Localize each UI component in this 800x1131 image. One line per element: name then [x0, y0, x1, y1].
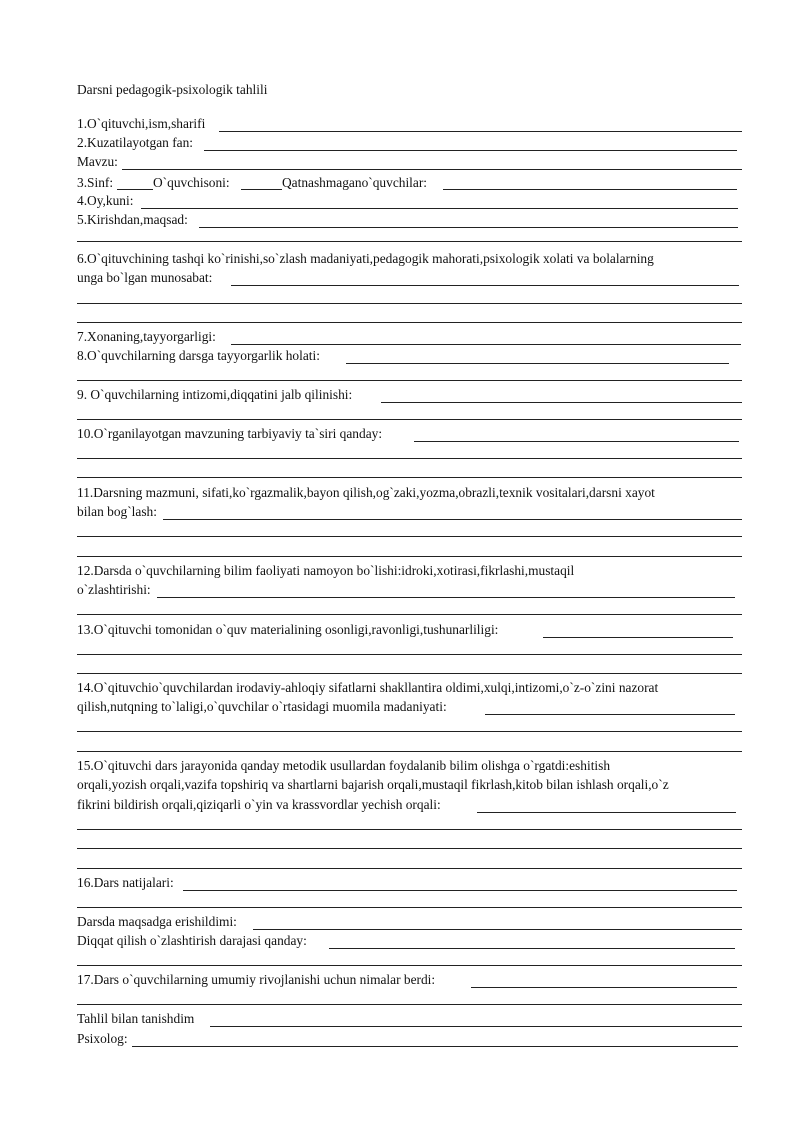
field-subject	[77, 133, 737, 153]
label-goal-achieved: Darsda maqsadga erishildimi:	[77, 914, 237, 929]
blank-discipline[interactable]	[381, 402, 742, 403]
label-topic: Mavzu:	[77, 154, 118, 169]
blank-introduction-goal[interactable]	[199, 227, 738, 228]
blank-line[interactable]	[77, 477, 742, 478]
blank-development[interactable]	[471, 987, 737, 988]
blank-line[interactable]	[77, 731, 742, 732]
field-date	[77, 191, 738, 211]
field-introduction-goal	[77, 210, 738, 230]
blank-line[interactable]	[77, 829, 742, 830]
blank-cognitive-activity[interactable]	[157, 597, 735, 598]
field-student-preparation	[77, 346, 729, 366]
label-development: 17.Dars o`quvchilarning umumiy rivojlanishi uchun nimalar berdi:	[77, 972, 436, 987]
label-cognitive-activity: o`zlashtirishi:	[77, 582, 151, 597]
label-subject: 2.Kuzatilayotgan fan:	[77, 135, 194, 150]
blank-class[interactable]	[117, 189, 153, 190]
q11-text: 11.Darsning mazmuni, sifati,ko`rgazmalik,bayon qilish,og`zaki,yozma,obrazli,texnik vositalari,darsni xayot	[77, 485, 655, 500]
label-class: 3.Sinf:	[77, 174, 114, 190]
field-moral-qualities	[77, 697, 735, 717]
blank-teacher-name[interactable]	[219, 131, 742, 132]
field-development	[77, 970, 737, 990]
label-student-count: O`quvchisoni:	[153, 174, 230, 190]
label-discipline: 9. O`quvchilarning intizomi,diqqatini jalb qilinishi:	[77, 387, 353, 402]
blank-line[interactable]	[77, 965, 742, 966]
q15-text-line1: 15.O`qituvchi dars jarayonida qanday metodik usullardan foydalanib bilim olishga o`rgatdi:eshitish	[77, 758, 611, 773]
label-educational-impact: 10.O`rganilayotgan mavzuning tarbiyaviy ta`siri qanday:	[77, 426, 383, 441]
q14-text: 14.O`qituvchio`quvchilardan irodaviy-ahloqiy sifatlarni shakllantira oldimi,xulqi,intizomi,o`z-o`zini nazorat	[77, 680, 659, 695]
blank-line[interactable]	[77, 673, 742, 674]
blank-review-acknowledged[interactable]	[210, 1026, 742, 1027]
label-methods: fikrini bildirish orqali,qiziqarli o`yin va krassvordlar yechish orqali:	[77, 797, 441, 812]
blank-methods[interactable]	[477, 812, 736, 813]
blank-line[interactable]	[77, 1004, 742, 1005]
field-lesson-results	[77, 873, 737, 893]
q6-text: 6.O`qituvchining tashqi ko`rinishi,so`zlash madaniyati,pedagogik mahorati,psixologik xolati va bolalarning	[77, 251, 654, 266]
label-absent-students: Qatnashmagano`quvchilar:	[282, 174, 428, 190]
blank-student-preparation[interactable]	[346, 363, 729, 364]
blank-line[interactable]	[77, 419, 742, 420]
label-review-acknowledged: Tahlil bilan tanishdim	[77, 1011, 195, 1026]
blank-line[interactable]	[77, 868, 742, 869]
label-room-preparation: 7.Xonaning,tayyorgarligi:	[77, 329, 216, 344]
form-title: Darsni pedagogik-psixologik tahlili	[77, 82, 268, 97]
label-date: 4.Oy,kuni:	[77, 193, 134, 208]
field-educational-impact	[77, 424, 739, 444]
blank-student-count[interactable]	[241, 189, 282, 190]
blank-attention-level[interactable]	[329, 948, 735, 949]
blank-psychologist[interactable]	[132, 1046, 738, 1047]
q15-text-line2: orqali,yozish orqali,vazifa topshiriq va shartlarni bajarish orqali,mustaqil fikrlash,kitob bilan ishlash orqali,o`z	[77, 777, 669, 792]
field-discipline	[77, 385, 742, 405]
field-topic	[77, 152, 742, 172]
label-teacher-appearance: unga bo`lgan munosabat:	[77, 270, 213, 285]
blank-room-preparation[interactable]	[231, 344, 741, 345]
blank-line[interactable]	[77, 848, 742, 849]
blank-line[interactable]	[77, 907, 742, 908]
label-lesson-content: bilan bog`lash:	[77, 504, 157, 519]
blank-educational-impact[interactable]	[414, 441, 739, 442]
blank-lesson-content[interactable]	[163, 519, 742, 520]
field-material-clarity	[77, 620, 733, 640]
field-goal-achieved	[77, 912, 742, 932]
label-teacher-name: 1.O`qituvchi,ism,sharifi	[77, 116, 206, 131]
field-attention-level	[77, 931, 735, 951]
label-material-clarity: 13.O`qituvchi tomonidan o`quv materialining osonligi,ravonligi,tushunarliligi:	[77, 622, 499, 637]
blank-line[interactable]	[77, 614, 742, 615]
field-class-info	[77, 172, 737, 192]
blank-line[interactable]	[77, 458, 742, 459]
blank-line[interactable]	[77, 751, 742, 752]
field-psychologist	[77, 1029, 738, 1049]
blank-line[interactable]	[77, 303, 742, 304]
blank-line[interactable]	[77, 380, 742, 381]
blank-line[interactable]	[77, 322, 742, 323]
field-cognitive-activity	[77, 580, 735, 600]
field-methods	[77, 795, 736, 815]
blank-line[interactable]	[77, 241, 742, 242]
field-lesson-content	[77, 502, 742, 522]
blank-topic[interactable]	[122, 169, 742, 170]
label-psychologist: Psixolog:	[77, 1031, 128, 1046]
field-teacher-name	[77, 114, 742, 134]
blank-line[interactable]	[77, 556, 742, 557]
label-moral-qualities: qilish,nutqning to`laligi,o`quvchilar o`rtasidagi muomila madaniyati:	[77, 699, 447, 714]
label-introduction-goal: 5.Kirishdan,maqsad:	[77, 212, 188, 227]
blank-line[interactable]	[77, 654, 742, 655]
blank-absent-students[interactable]	[443, 189, 737, 190]
field-teacher-appearance	[77, 268, 739, 288]
blank-teacher-appearance[interactable]	[231, 285, 739, 286]
blank-material-clarity[interactable]	[543, 637, 733, 638]
q12-text: 12.Darsda o`quvchilarning bilim faoliyati namoyon bo`lishi:idroki,xotirasi,fikrlashi,mustaqil	[77, 563, 575, 578]
label-lesson-results: 16.Dars natijalari:	[77, 875, 174, 890]
field-room-preparation	[77, 327, 741, 347]
blank-line[interactable]	[77, 536, 742, 537]
label-attention-level: Diqqat qilish o`zlashtirish darajasi qanday:	[77, 933, 307, 948]
blank-lesson-results[interactable]	[183, 890, 737, 891]
blank-subject[interactable]	[204, 150, 737, 151]
field-review-acknowledged	[77, 1009, 742, 1029]
blank-moral-qualities[interactable]	[485, 714, 735, 715]
blank-date[interactable]	[141, 208, 738, 209]
label-student-preparation: 8.O`quvchilarning darsga tayyorgarlik holati:	[77, 348, 320, 363]
blank-goal-achieved[interactable]	[253, 929, 742, 930]
